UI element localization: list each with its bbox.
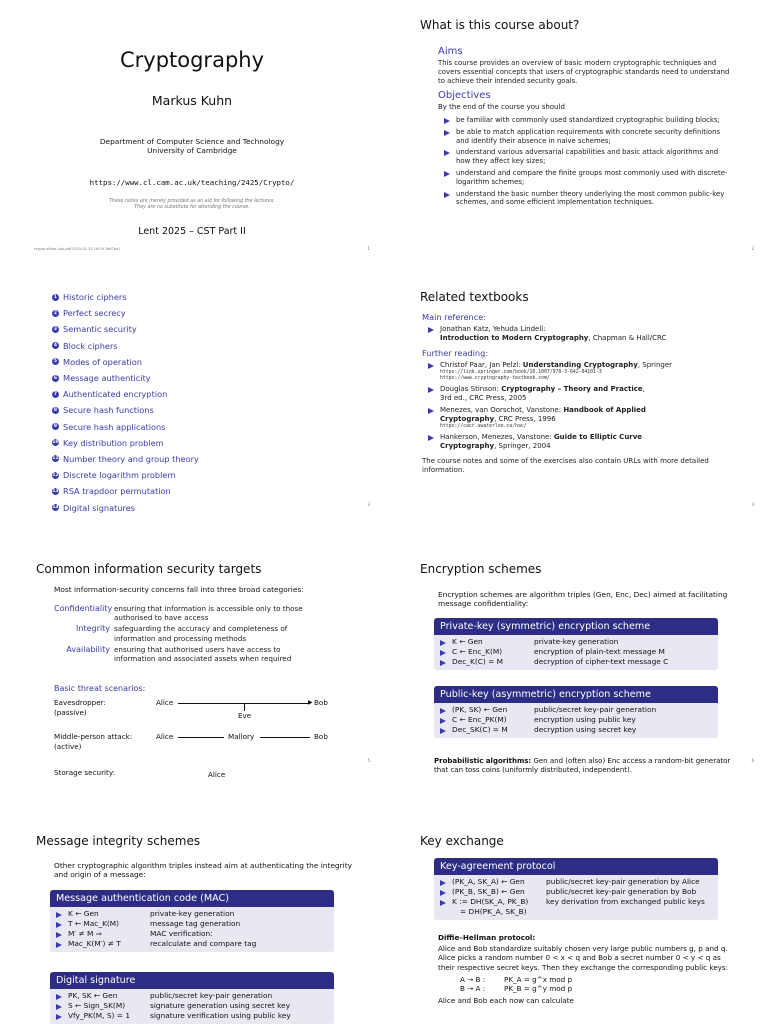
box-heading: Key-agreement protocol xyxy=(434,858,718,875)
outline-label: Secure hash functions xyxy=(63,405,154,416)
section-number-icon: 8 xyxy=(53,407,58,413)
prob-text: Gen and (often also) Enc access a random-bit generator that can toss coins (uniformly distributed, independent). xyxy=(434,757,731,774)
scheme-desc: message tag generation xyxy=(150,919,241,928)
scheme-row xyxy=(50,1011,334,1021)
box-heading: Message authentication code (MAC) xyxy=(50,890,334,907)
scheme-row xyxy=(50,1001,334,1011)
eq-formula: PK_A = g^x mod p xyxy=(504,974,573,984)
scheme-row xyxy=(50,919,334,929)
book-item xyxy=(422,433,742,451)
node-alice: Alice xyxy=(208,770,226,779)
scheme-row xyxy=(434,657,718,667)
scheme-desc: encryption using public key xyxy=(534,715,636,724)
scenario-label: Storage security: xyxy=(54,768,116,777)
box-heading: Digital signature xyxy=(50,972,334,989)
target-desc: safeguarding the accuracy and completeness of information and processing methods xyxy=(114,624,288,643)
book-title: Understanding Cryptography xyxy=(522,361,638,369)
scheme-row xyxy=(50,939,334,949)
university-line: University of Cambridge xyxy=(147,146,237,156)
publisher: , Springer, 2004 xyxy=(494,442,551,450)
book-url[interactable]: https://www.cryptography-textbook.com/ xyxy=(440,376,550,381)
section-number-icon: 7 xyxy=(53,391,58,397)
scheme-formula: S ← Sign_SK(M) xyxy=(50,1001,150,1011)
outline-item[interactable] xyxy=(52,338,199,354)
book-title: Guide to Elliptic Curve xyxy=(553,433,643,441)
target-desc: ensuring that authorised users have access to information and associated assets when required xyxy=(114,644,292,664)
eq-formula: PK_B = g^y mod p xyxy=(504,984,573,994)
disclaimer-line: These notes are merely provided as an aid for following the lectures. xyxy=(109,199,275,204)
scheme-formula: M′ ≠ M ⇒ xyxy=(50,929,150,939)
scheme-desc: encryption of plain-text message M xyxy=(534,647,665,656)
node-bob: Bob xyxy=(314,698,328,707)
book-title: Cryptography xyxy=(440,442,495,450)
scheme-formula: PK, SK ← Gen xyxy=(50,991,150,1001)
slide-title: Encryption schemes xyxy=(420,562,542,576)
list-item: understand various adversarial capabilities and basic attack algorithms and how they affect key sizes; xyxy=(438,148,734,166)
page-number: 4 xyxy=(751,502,754,507)
book-title: Cryptography – Theory and Practice xyxy=(501,385,643,393)
book-item xyxy=(422,361,742,382)
scheme-row xyxy=(434,637,718,647)
outline-label: Semantic security xyxy=(63,324,137,335)
author-list: Hankerson, Menezes, Vanstone: xyxy=(440,433,554,441)
scheme-desc: decryption using secret key xyxy=(534,725,637,734)
section-number-icon: 2 xyxy=(53,310,58,316)
slide-security-targets xyxy=(0,512,384,779)
book-url[interactable]: https://link.springer.com/book/10.1007/978-3-642-04101-3 xyxy=(440,370,602,375)
book-item xyxy=(422,385,742,403)
slide-title: Key exchange xyxy=(420,834,504,848)
list-item: understand the basic number theory underlying the most common public-key schemes, and some efficient implementation techniques. xyxy=(438,190,734,208)
dh-text: Alice and Bob standardize suitably chosen very large public numbers g, p and q. Alice picks a random number 0 < x < q and Bob a secret number 0 < y < q as their respective secret keys. Then they exchange the corresponding public keys: xyxy=(438,944,729,972)
outline-label: Message authenticity xyxy=(63,373,151,384)
section-number-icon: 11 xyxy=(52,456,59,462)
scheme-formula: Vfy_PK(M, S) = 1 xyxy=(50,1011,150,1021)
main-reference-item xyxy=(422,325,742,343)
publisher: , xyxy=(642,385,645,393)
outline-item[interactable] xyxy=(52,386,199,402)
outline-label: Digital signatures xyxy=(63,502,135,513)
target-row xyxy=(54,624,354,642)
mac-box xyxy=(50,890,334,952)
outline-list xyxy=(52,289,199,516)
slide-integrity-schemes xyxy=(0,768,384,1024)
scheme-formula: = DH(PK_A, SK_B) xyxy=(460,907,527,916)
department-line: Department of Computer Science and Technology xyxy=(99,137,285,146)
channel-line xyxy=(260,737,310,738)
scheme-desc: public/secret key-pair generation xyxy=(150,991,273,1000)
outline-label: Perfect secrecy xyxy=(63,308,126,319)
main-reference-heading: Main reference: xyxy=(422,312,487,322)
dh-heading: Diffie–Hellman protocol: xyxy=(438,933,536,942)
scheme-desc: public/secret key-pair generation by Bob xyxy=(546,887,697,896)
private-key-box xyxy=(434,618,718,670)
diffie-hellman-section xyxy=(438,933,738,1005)
outline-item[interactable] xyxy=(52,370,199,386)
book-title: Cryptography xyxy=(440,415,495,423)
page-number: 3 xyxy=(367,502,370,507)
outline-label: Historic ciphers xyxy=(63,292,127,303)
outline-item[interactable] xyxy=(52,467,199,483)
scheme-formula: K := DH(SK_A, PK_B) xyxy=(434,897,546,907)
term-label: Lent 2025 – CST Part II xyxy=(138,226,246,237)
public-key-box xyxy=(434,686,718,738)
list-item: be familiar with commonly used standardized cryptographic building blocks; xyxy=(438,116,734,125)
section-number-icon: 1 xyxy=(53,294,58,300)
threat-diagram xyxy=(54,698,354,777)
outline-item[interactable] xyxy=(52,435,199,451)
objectives-heading: Objectives xyxy=(438,90,491,102)
scheme-formula: Dec_SK(C) = M xyxy=(434,725,534,735)
outline-label: Key distribution problem xyxy=(63,437,164,448)
section-number-icon: 12 xyxy=(52,472,59,478)
scheme-desc: key derivation from exchanged public keys xyxy=(546,897,705,906)
textbook-list xyxy=(422,312,742,475)
node-eve: Eve xyxy=(238,711,252,720)
outline-label: Number theory and group theory xyxy=(63,453,199,464)
slide-title-page xyxy=(0,0,384,256)
signature-box xyxy=(50,972,334,1024)
target-term: Availability xyxy=(66,644,110,654)
disclaimer-line: They are no substitute for attending the course. xyxy=(134,205,250,210)
slide-title: Common information security targets xyxy=(36,562,262,576)
pdf-footer: crypto-slides-4up.pdf 2025-01-31 18:09 2b67ba1 xyxy=(34,247,121,251)
further-reading-heading: Further reading: xyxy=(422,348,489,358)
section-number-icon: 10 xyxy=(52,440,59,446)
target-row xyxy=(54,604,354,622)
scheme-formula: C ← Enc_K(M) xyxy=(434,647,534,657)
course-title: Cryptography xyxy=(119,48,265,72)
target-desc: ensuring that information is accessible only to those authorised to have access xyxy=(114,604,303,623)
aims-heading: Aims xyxy=(438,46,463,57)
node-alice: Alice xyxy=(156,732,174,741)
scheme-formula: T ← Mac_K(M) xyxy=(50,919,150,929)
scheme-desc: recalculate and compare tag xyxy=(150,939,257,948)
node-bob: Bob xyxy=(314,732,328,741)
course-url[interactable]: https://www.cl.cam.ac.uk/teaching/2425/Crypto/ xyxy=(89,178,295,187)
author-name: Markus Kuhn xyxy=(151,93,233,108)
scheme-row xyxy=(50,991,334,1001)
objectives-intro: By the end of the course you should xyxy=(438,103,565,112)
intro-text: Other cryptographic algorithm triples instead aim at authenticating the integrity and origin of a message: xyxy=(54,861,352,880)
scenario-label: Middle-person attack: xyxy=(54,732,133,741)
author-list: Menezes, van Oorschot, Vanstone: xyxy=(440,406,564,414)
target-row xyxy=(54,645,354,663)
author-list: Jonathan Katz, Yehuda Lindell: xyxy=(440,325,546,333)
section-number-icon: 13 xyxy=(52,488,59,494)
book-title: Introduction to Modern Cryptography xyxy=(440,334,589,342)
section-number-icon: 4 xyxy=(53,343,58,349)
node-alice: Alice xyxy=(156,698,174,707)
scenario-label: Eavesdropper: xyxy=(54,698,106,707)
slide-textbooks xyxy=(384,256,768,512)
target-term: Confidentiality xyxy=(54,604,113,613)
scheme-formula: Mac_K(M′) ≠ T xyxy=(50,939,150,949)
scheme-desc: MAC verification: xyxy=(150,929,213,938)
section-number-icon: 6 xyxy=(53,375,58,381)
page-number: 2 xyxy=(751,246,754,251)
arrow-icon: ▶ xyxy=(308,699,313,706)
page-number: 6 xyxy=(751,758,754,763)
slide-outline xyxy=(0,256,384,512)
section-number-icon: 3 xyxy=(53,326,58,332)
scheme-row xyxy=(434,705,718,715)
scheme-row xyxy=(434,725,718,735)
objectives-list xyxy=(438,116,734,207)
scheme-row xyxy=(434,877,718,887)
scheme-row xyxy=(434,715,718,725)
scheme-desc: decryption of cipher-text message C xyxy=(534,657,669,666)
scheme-formula: K ← Gen xyxy=(434,637,534,647)
author-list: Christof Paar, Jan Pelzl: xyxy=(440,361,523,369)
scheme-desc: public/secret key-pair generation xyxy=(534,705,657,714)
publisher: , Chapman & Hall/CRC xyxy=(588,334,667,342)
outline-item[interactable] xyxy=(52,305,199,321)
page-number: 5 xyxy=(367,758,370,763)
box-heading: Public-key (asymmetric) encryption scheme xyxy=(434,686,718,703)
outline-item[interactable] xyxy=(52,419,199,435)
section-number-icon: 5 xyxy=(53,359,58,365)
book-item xyxy=(422,406,742,430)
dh-equation xyxy=(460,975,738,984)
node-mallory: Mallory xyxy=(228,732,255,741)
slide-title: Related textbooks xyxy=(420,290,529,304)
scheme-desc xyxy=(546,907,718,917)
dh-end-text: Alice and Bob each now can calculate xyxy=(438,996,574,1006)
key-agreement-box xyxy=(434,858,718,920)
outline-label: Discrete logarithm problem xyxy=(63,470,176,481)
tap-line xyxy=(244,703,245,711)
scheme-row xyxy=(434,897,718,907)
book-title: Handbook of Applied xyxy=(563,406,646,414)
author-list: Douglas Stinson: xyxy=(440,385,502,393)
closing-note: The course notes and some of the exercises also contain URLs with more detailed information. xyxy=(422,457,709,474)
scenario-label: (passive) xyxy=(54,708,87,717)
outline-item[interactable] xyxy=(52,289,199,305)
scheme-row xyxy=(434,887,718,897)
scheme-formula: (PK_B, SK_B) ← Gen xyxy=(434,887,546,897)
scheme-desc: private-key generation xyxy=(150,909,235,918)
slide-key-exchange xyxy=(384,768,768,1024)
slide-title: What is this course about? xyxy=(420,18,580,32)
scheme-row xyxy=(50,909,334,919)
scheme-desc: private-key generation xyxy=(534,637,619,646)
channel-line xyxy=(178,737,224,738)
scheme-row xyxy=(50,929,334,939)
scheme-desc: signature generation using secret key xyxy=(150,1001,291,1010)
disclaimer-note xyxy=(0,199,384,211)
list-item: understand and compare the finite groups most commonly used with discrete-logarithm schemes; xyxy=(438,169,734,187)
box-heading: Private-key (symmetric) encryption scheme xyxy=(434,618,718,635)
slide-course-about xyxy=(384,0,768,256)
outline-label: Authenticated encryption xyxy=(63,389,168,400)
page-number: 1 xyxy=(367,246,370,251)
section-number-icon: 14 xyxy=(52,505,59,511)
threat-heading: Basic threat scenarios: xyxy=(54,684,146,693)
prob-heading: Probabilistic algorithms: xyxy=(434,757,532,765)
target-term: Integrity xyxy=(76,624,110,634)
outline-item[interactable] xyxy=(52,321,199,337)
outline-label: RSA trapdoor permutation xyxy=(63,486,171,497)
scenario-label: (active) xyxy=(54,742,82,751)
outline-label: Secure hash applications xyxy=(63,421,166,432)
outline-item[interactable] xyxy=(52,483,199,499)
section-number-icon: 9 xyxy=(53,424,58,430)
book-url[interactable]: https://cacr.uwaterloo.ca/hac/ xyxy=(440,424,527,429)
publisher: , Springer xyxy=(637,361,673,369)
targets-list xyxy=(54,604,354,665)
dh-equation xyxy=(460,984,738,993)
scheme-row xyxy=(434,647,718,657)
list-item: be able to match application requirements with concrete security definitions and identify their absence in naive schemes; xyxy=(438,128,734,146)
scheme-desc: public/secret key-pair generation by Alice xyxy=(546,877,700,886)
eq-direction: B → A : xyxy=(460,984,486,994)
scheme-formula: (PK, SK) ← Gen xyxy=(434,705,534,715)
scheme-formula: K ← Gen xyxy=(50,909,150,919)
scheme-formula: Dec_K(C) = M xyxy=(434,657,534,667)
scheme-desc: signature verification using public key xyxy=(150,1011,291,1020)
slide-title: Message integrity schemes xyxy=(36,834,201,848)
scheme-formula: C ← Enc_PK(M) xyxy=(434,715,534,725)
intro-text: Encryption schemes are algorithm triples (Gen, Enc, Dec) aimed at facilitating message confidentiality: xyxy=(438,590,728,609)
outline-label: Block ciphers xyxy=(63,340,118,351)
publisher: , CRC Press, 1996 xyxy=(494,415,556,423)
department xyxy=(0,137,384,156)
outline-label: Modes of operation xyxy=(63,356,142,367)
aims-text: This course provides an overview of basic modern cryptographic techniques and covers essential concepts that users of cryptographic standards need to understand to achieve their intended security goals. xyxy=(438,59,730,85)
outline-item[interactable] xyxy=(52,354,199,370)
slide-encryption-schemes xyxy=(384,512,768,774)
scheme-row xyxy=(434,907,718,917)
scheme-formula: (PK_A, SK_A) ← Gen xyxy=(434,877,546,887)
outline-item[interactable] xyxy=(52,451,199,467)
outline-item[interactable] xyxy=(52,402,199,418)
publisher: 3rd ed., CRC Press, 2005 xyxy=(440,394,527,402)
eq-direction: A → B : xyxy=(460,974,486,984)
intro-text: Most information-security concerns fall into three broad categories: xyxy=(54,585,304,594)
